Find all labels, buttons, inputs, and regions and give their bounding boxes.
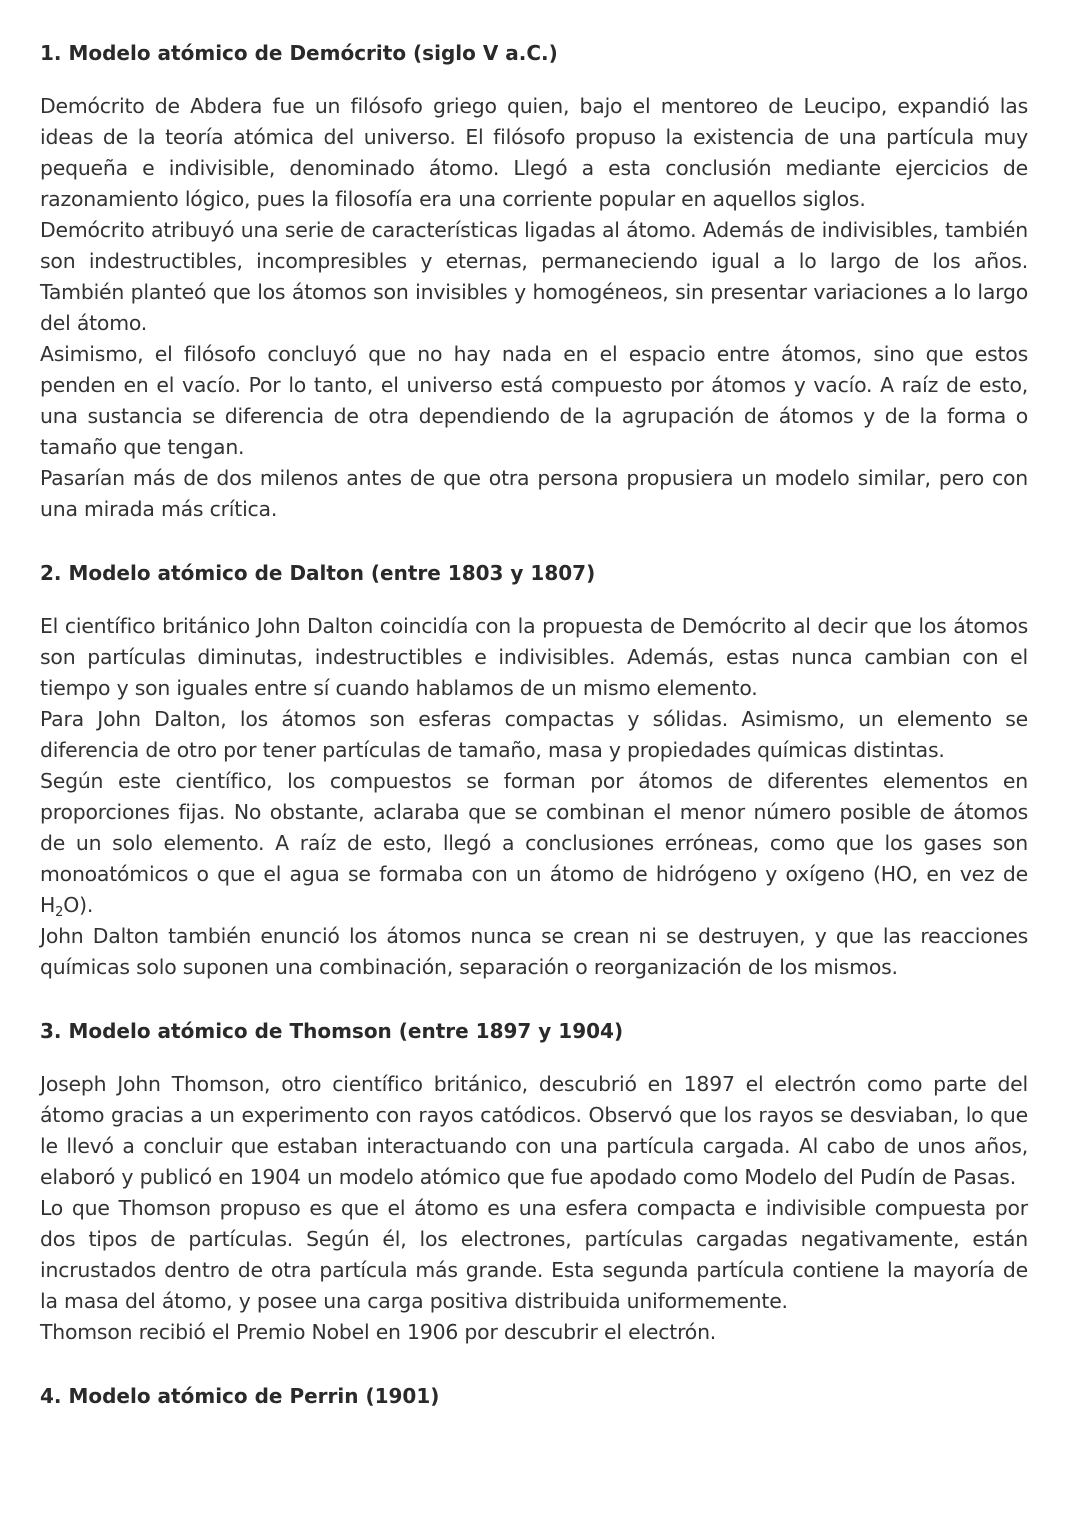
paragraph: Joseph John Thomson, otro científico británico, descubrió en 1897 el electrón como parte del átomo gracias a un experimento con rayos catódicos. Observó que los rayos se desviaban, lo que le llevó a concluir que estaban interactuando con una partícula cargada. Al cabo de unos años, elaboró y publicó en 1904 un modelo atómico que fue apodado como Modelo del Pudín de Pasas. — [40, 1072, 1028, 1189]
section-heading: 3. Modelo atómico de Thomson (entre 1897 y 1904) — [40, 1019, 624, 1043]
section-body — [40, 611, 1028, 983]
section-heading: 4. Modelo atómico de Perrin (1901) — [40, 1384, 440, 1408]
paragraph-text: Según este científico, los compuestos se forman por átomos de diferentes elementos en proporciones fijas. No obstante, aclaraba que se combinan el menor número posible de átomos de un solo elemento. A raíz de esto, llegó a conclusiones erróneas, como que los gases son monoatómicos o que el agua se formaba con un átomo de hidrógeno y oxígeno (HO, en vez de H — [40, 769, 1028, 917]
paragraph: Lo que Thomson propuso es que el átomo es una esfera compacta e indivisible compuesta por dos tipos de partículas. Según él, los electrones, partículas cargadas negativamente, están incrustados dentro de otra partícula más grande. Esta segunda partícula contiene la mayoría de la masa del átomo, y posee una carga positiva distribuida uniformemente. — [40, 1196, 1028, 1313]
section-democrito — [40, 39, 1028, 525]
section-heading: 1. Modelo atómico de Demócrito (siglo V a.C.) — [40, 41, 558, 65]
section-body — [40, 91, 1028, 525]
section-body — [40, 1069, 1028, 1348]
section-thomson — [40, 1017, 1028, 1348]
section-perrin — [40, 1382, 1028, 1410]
paragraph: Demócrito atribuyó una serie de características ligadas al átomo. Además de indivisibles, también son indestructibles, incompresibles y eternas, permaneciendo igual a lo largo de los años. También planteó que los átomos son invisibles y homogéneos, sin presentar variaciones a lo largo del átomo. — [40, 218, 1028, 335]
formula-subscript: 2 — [55, 905, 64, 920]
section-dalton — [40, 559, 1028, 983]
paragraph-with-formula — [40, 766, 1028, 921]
paragraph: John Dalton también enunció los átomos nunca se crean ni se destruyen, y que las reacciones químicas solo suponen una combinación, separación o reorganización de los mismos. — [40, 924, 1028, 979]
formula-tail: O). — [63, 893, 94, 917]
paragraph: Para John Dalton, los átomos son esferas compactas y sólidas. Asimismo, un elemento se diferencia de otro por tener partículas de tamaño, masa y propiedades químicas distintas. — [40, 707, 1028, 762]
document-page — [40, 39, 1028, 1434]
paragraph: El científico británico John Dalton coincidía con la propuesta de Demócrito al decir que los átomos son partículas diminutas, indestructibles e indivisibles. Además, estas nunca cambian con el tiempo y son iguales entre sí cuando hablamos de un mismo elemento. — [40, 614, 1028, 700]
paragraph: Demócrito de Abdera fue un filósofo griego quien, bajo el mentoreo de Leucipo, expandió las ideas de la teoría atómica del universo. El filósofo propuso la existencia de una partícula muy pequeña e indivisible, denominado átomo. Llegó a esta conclusión mediante ejercicios de razonamiento lógico, pues la filosofía era una corriente popular en aquellos siglos. — [40, 94, 1028, 211]
paragraph: Asimismo, el filósofo concluyó que no hay nada en el espacio entre átomos, sino que estos penden en el vacío. Por lo tanto, el universo está compuesto por átomos y vacío. A raíz de esto, una sustancia se diferencia de otra dependiendo de la agrupación de átomos y de la forma o tamaño que tengan. — [40, 342, 1028, 459]
paragraph: Pasarían más de dos milenos antes de que otra persona propusiera un modelo similar, pero con una mirada más crítica. — [40, 466, 1028, 521]
paragraph: Thomson recibió el Premio Nobel en 1906 por descubrir el electrón. — [40, 1320, 717, 1344]
section-heading: 2. Modelo atómico de Dalton (entre 1803 y 1807) — [40, 561, 596, 585]
